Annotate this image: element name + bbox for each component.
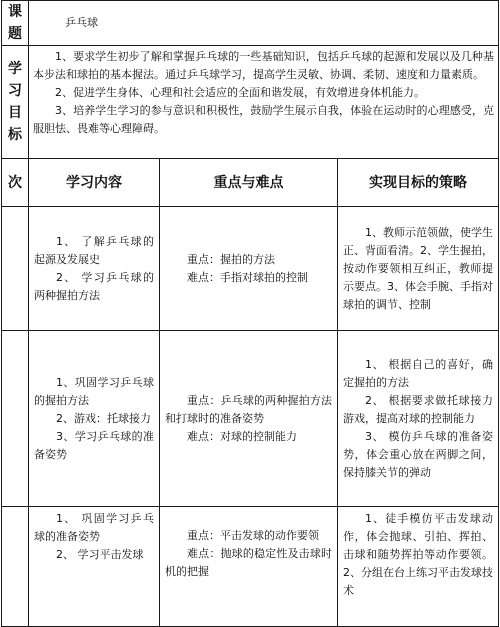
strategy-item: 1、 根据自己的喜好，确定握拍的方法 [343,357,494,389]
content-cell [29,207,160,331]
strategy-item: 3、 模仿乒乓球的准备姿势，体会重心放在两脚之间，保持膝关节的弹动 [343,429,494,479]
content-item: 3、学习乒乓球的准备姿势 [34,429,154,461]
content-item: 1、 了解乒乓球的起源及发展史 [34,234,154,266]
content-cell [29,331,160,507]
column-header-strategy: 实现目标的策略 [338,159,499,207]
objectives-row [2,46,499,159]
index-cell [2,207,29,331]
content-item: 2、游戏：托球接力 [56,411,151,425]
table-row [2,207,499,331]
column-header-row [2,159,499,207]
objective-item: 3、培养学生学习的参与意识和积极性，鼓励学生展示自我，体验在运动时的心理感受，克服胆怯、畏难等心理障碍。 [33,104,495,135]
key-point-item: 重点：平击发球的动作要领 [187,529,319,542]
key-point-item: 难点：抛球的稳定性及击球时机的把握 [165,547,332,578]
objectives-label: 学习目标 [2,46,29,159]
strategy-item: 1、徒手模仿平击发球动作，体会抛球、引拍、挥拍、击球和随势挥拍等动作要领。2、分组在台上练习平击发球技术 [343,512,494,597]
lesson-label: 课题 [2,1,29,46]
table-row [2,331,499,507]
objective-item: 2、促进学生身体、心理和社会适应的全面和谐发展，有效增进身体机能力。 [55,86,425,99]
content-item: 1、巩固学习乒乓球的握拍方法 [34,375,154,407]
lesson-title-row [2,1,499,46]
content-item: 2、 学习平击发球 [56,548,144,561]
objective-item: 1、要求学生初步了解和掌握乒乓球的一些基础知识，包括乒乓球的起源和发展以及几种基本步法和球拍的基本握法。通过乒乓球学习，提高学生灵敏、协调、柔韧、速度和力量素质。 [33,50,495,81]
key-point-item: 重点：乒乓球的两种握拍方法和打球时的准备姿势 [165,393,332,425]
table-row [2,507,499,627]
key-point-item: 难点：对球的控制能力 [187,429,297,443]
key-points-cell [160,207,338,331]
objectives-cell [29,46,499,159]
lesson-plan-table [1,0,499,627]
key-point-item: 重点：握拍的方法 [187,252,275,266]
column-header-content: 学习内容 [29,159,160,207]
strategy-cell [338,207,499,331]
content-item: 1、 巩固学习乒乓球的准备姿势 [34,512,154,543]
key-point-item: 难点：手指对球拍的控制 [187,270,308,284]
index-cell [2,507,29,627]
key-points-cell [160,507,338,627]
index-cell [2,331,29,507]
strategy-item: 1、教师示范领做，使学生正、背面看清。2、学生握拍，按动作要领相互纠正，教师提示要点。3、体会手腕、手指对球拍的调节、控制 [343,225,494,311]
strategy-item: 2、 根据要求做托球接力游戏，提高对球的控制能力 [343,393,494,425]
strategy-cell [338,507,499,627]
lesson-title: 乒乓球 [65,16,98,29]
content-cell [29,507,160,627]
column-header-index: 次 [2,159,29,207]
key-points-cell [160,331,338,507]
content-item: 2、 学习乒乓球的两种握拍方法 [34,270,154,302]
strategy-cell [338,331,499,507]
column-header-key-points: 重点与难点 [160,159,338,207]
